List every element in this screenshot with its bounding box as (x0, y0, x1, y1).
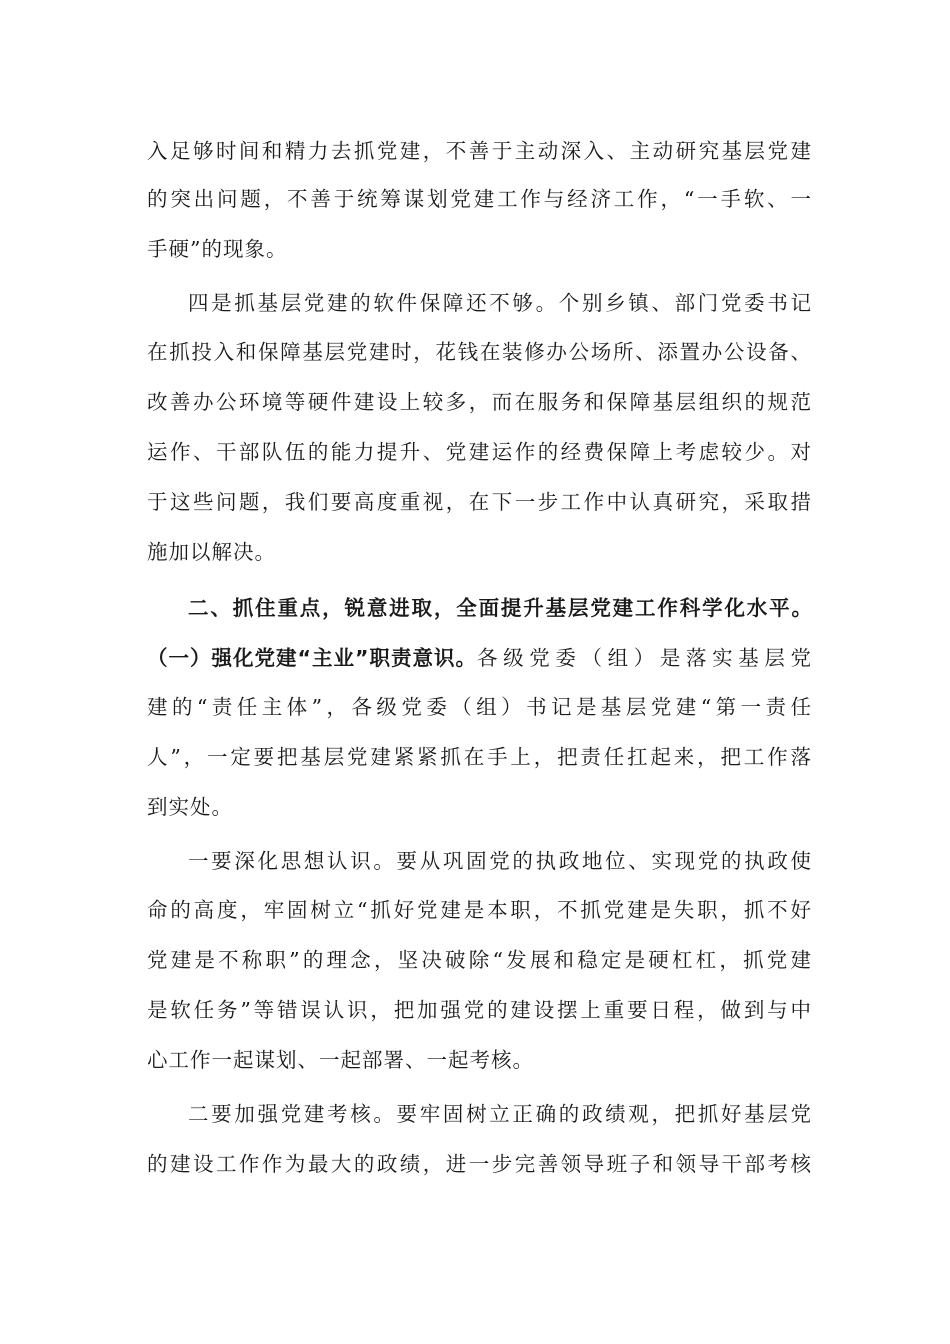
text-line: 命的高度，牢固树立“抓好党建是本职，不抓党建是失职，抓不好 (147, 898, 812, 922)
section-heading: 二、抓住重点，锐意进取，全面提升基层党建工作科学化水平。 (188, 596, 813, 620)
text-line: 二要加强党建考核。要牢固树立正确的政绩观，把抓好基层党 (188, 1102, 812, 1126)
text-line: 施加以解决。 (147, 540, 276, 564)
text-line: 是软任务”等错误认识，把加强党的建设摆上重要日程，做到与中 (147, 998, 812, 1022)
text-line: 一要深化思想认识。要从巩固党的执政地位、实现党的执政使 (188, 849, 812, 873)
text-span: 各级党委（组）是落实基层党 (476, 646, 812, 670)
text-line (147, 648, 812, 669)
text-line: 到实处。 (147, 795, 233, 819)
text-line: 于这些问题，我们要高度重视，在下一步工作中认真研究，采取措 (147, 490, 812, 514)
text-line: 的突出问题，不善于统筹谋划党建工作与经济工作，“一手软、一 (147, 187, 812, 211)
text-line: 的建设工作作为最大的政绩，进一步完善领导班子和领导干部考核 (147, 1152, 812, 1176)
text-line: 入足够时间和精力去抓党建，不善于主动深入、主动研究基层党建 (147, 139, 812, 163)
text-line: 心工作一起谋划、一起部署、一起考核。 (147, 1048, 534, 1072)
text-line: 建的“责任主体”，各级党委（组）书记是基层党建“第一责任 (147, 695, 812, 719)
text-line: 人”，一定要把基层党建紧紧抓在手上，把责任扛起来，把工作落 (147, 745, 812, 769)
text-line: 党建是不称职”的理念，坚决破除“发展和稳定是硬杠杠，抓党建 (147, 948, 812, 972)
text-line: 四是抓基层党建的软件保障还不够。个别乡镇、部门党委书记 (188, 291, 812, 315)
text-line: 手硬”的现象。 (147, 237, 288, 261)
text-line: 在抓投入和保障基层党建时，花钱在装修办公场所、添置办公设备、 (147, 340, 812, 364)
text-line: 运作、干部队伍的能力提升、党建运作的经费保障上考虑较少。对 (147, 440, 812, 464)
text-line: 改善办公环境等硬件建设上较多，而在服务和保障基层组织的规范 (147, 390, 812, 414)
subsection-heading: （一）强化党建“主业”职责意识。 (147, 646, 477, 670)
